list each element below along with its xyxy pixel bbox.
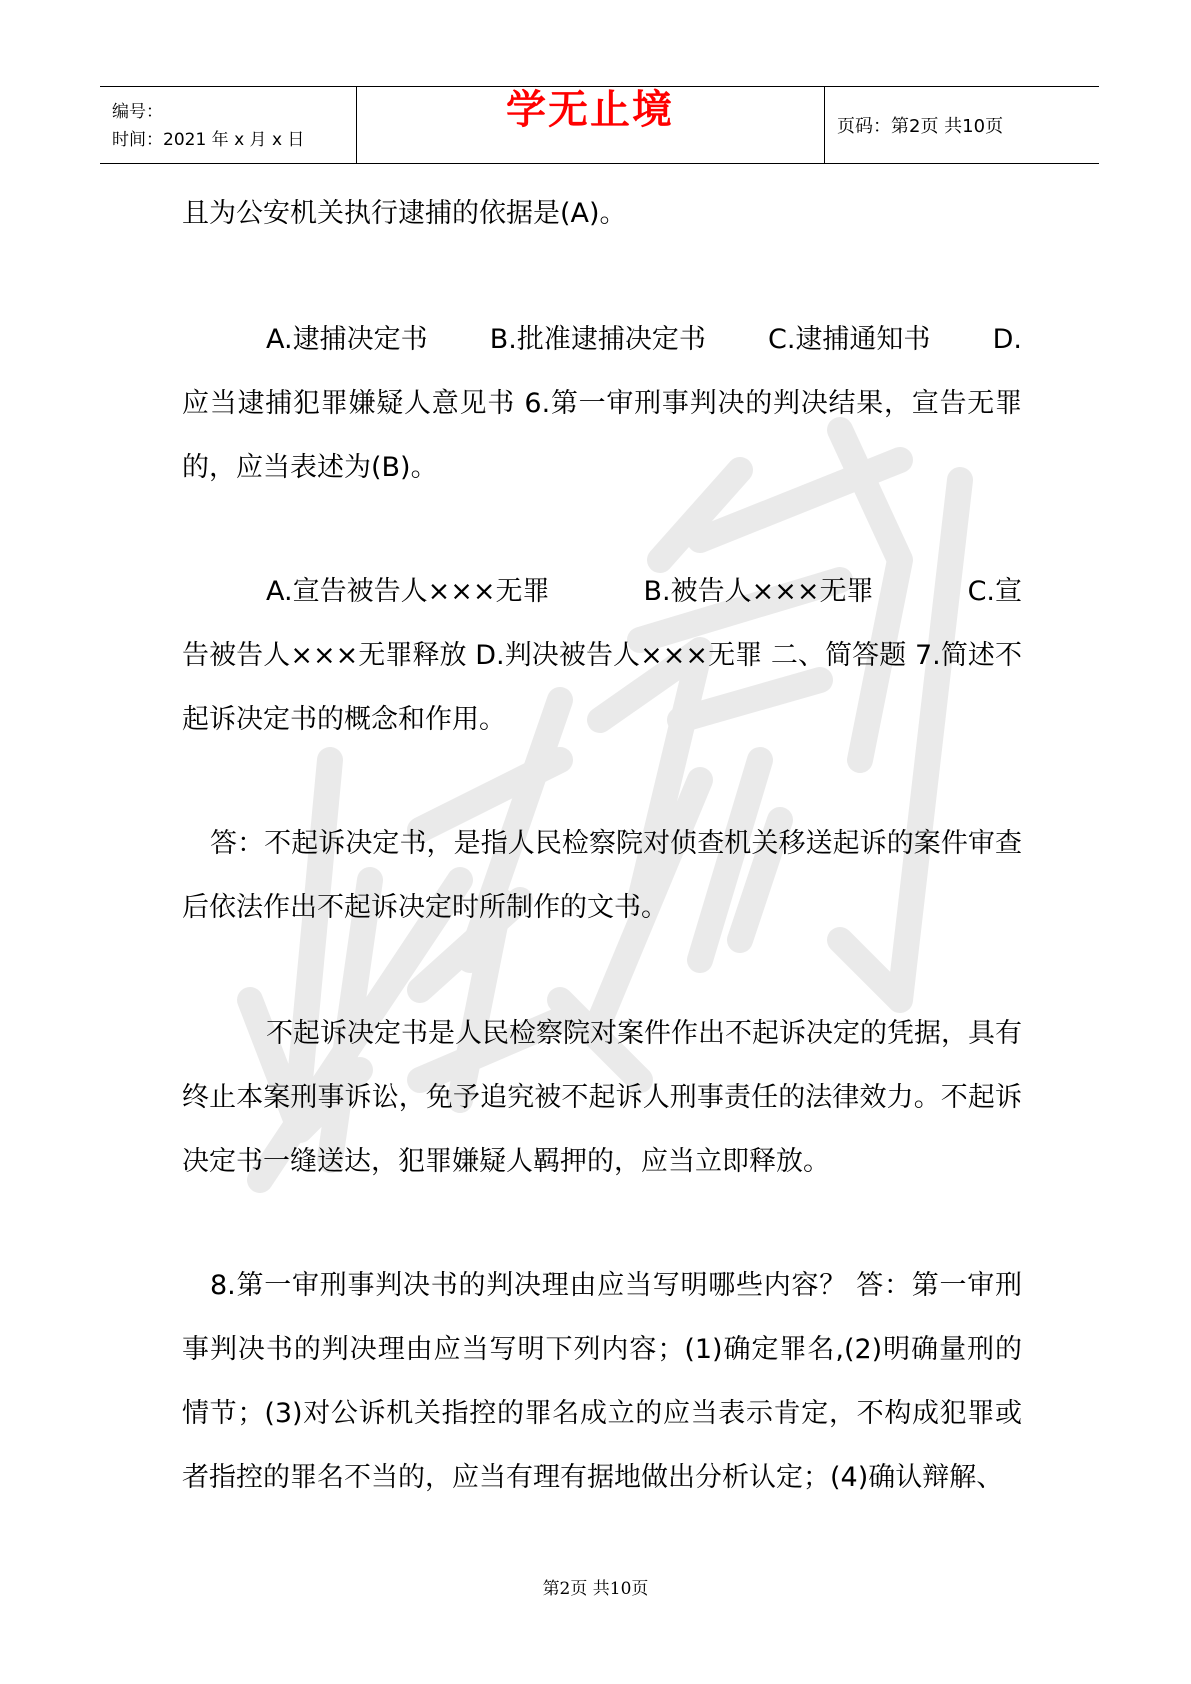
option-c: C.宣 (967, 576, 1022, 607)
question6-text: 应当逮捕犯罪嫌疑人意见书 6.第一审刑事判决的判决结果，宣告无罪的，应当表述为(B)。 (182, 388, 1022, 483)
answer7-paragraph-2: 不起诉决定书是人民检察院对案件作出不起诉决定的凭据，具有终止本案刑事诉讼，免予追究被不起诉人刑事责任的法律效力。不起诉决定书一缝送达，犯罪嫌疑人羁押的，应当立即释放。 (182, 1018, 1022, 1177)
question7-text: 告被告人×××无罪释放 D.判决被告人×××无罪 二、简答题 7.简述不起诉决定书的概念和作用。 (182, 640, 1022, 735)
option-b: B.批准逮捕决定书 (489, 324, 706, 355)
option-a: A.逮捕决定书 (266, 324, 428, 355)
page-footer: 第2页 共10页 (542, 1579, 649, 1599)
paragraph-continuation: 且为公安机关执行逮捕的依据是(A)。 (182, 198, 627, 229)
header-bottom-rule (100, 163, 1099, 164)
question8-paragraph: 8.第一审刑事判决书的判决理由应当写明哪些内容？ 答：第一审刑事判决书的判决理由应当写明下列内容；(1)确定罪名,(2)明确量刑的情节；(3)对公诉机关指控的罪名成立的应当表示肯定，不构成犯罪或者指控的罪名不当的，应当有理有据地做出分析认定；(4)确认辩解、 (182, 1270, 1022, 1493)
document-number-label: 编号： (112, 102, 163, 122)
question6-options (182, 560, 1022, 624)
answer7-paragraph-1: 答：不起诉决定书，是指人民检察院对侦查机关移送起诉的案件审查后依法作出不起诉决定时所制作的文书。 (182, 828, 1022, 923)
question5-block (182, 308, 1022, 500)
header-title: 学无止境 (506, 87, 674, 133)
option-b: B.被告人×××无罪 (643, 576, 874, 607)
option-a: A.宣告被告人×××无罪 (266, 576, 550, 607)
option-c: C.逮捕通知书 (768, 324, 931, 355)
document-time-label: 时间：2021 年 x 月 x 日 (112, 130, 305, 150)
question6-block (182, 560, 1022, 752)
header-page-info: 页码：第2页 共10页 (837, 116, 1004, 137)
header-meta (112, 98, 304, 154)
question5-options (182, 308, 1022, 372)
header-divider-right (824, 86, 825, 163)
option-d: D. (992, 324, 1022, 355)
